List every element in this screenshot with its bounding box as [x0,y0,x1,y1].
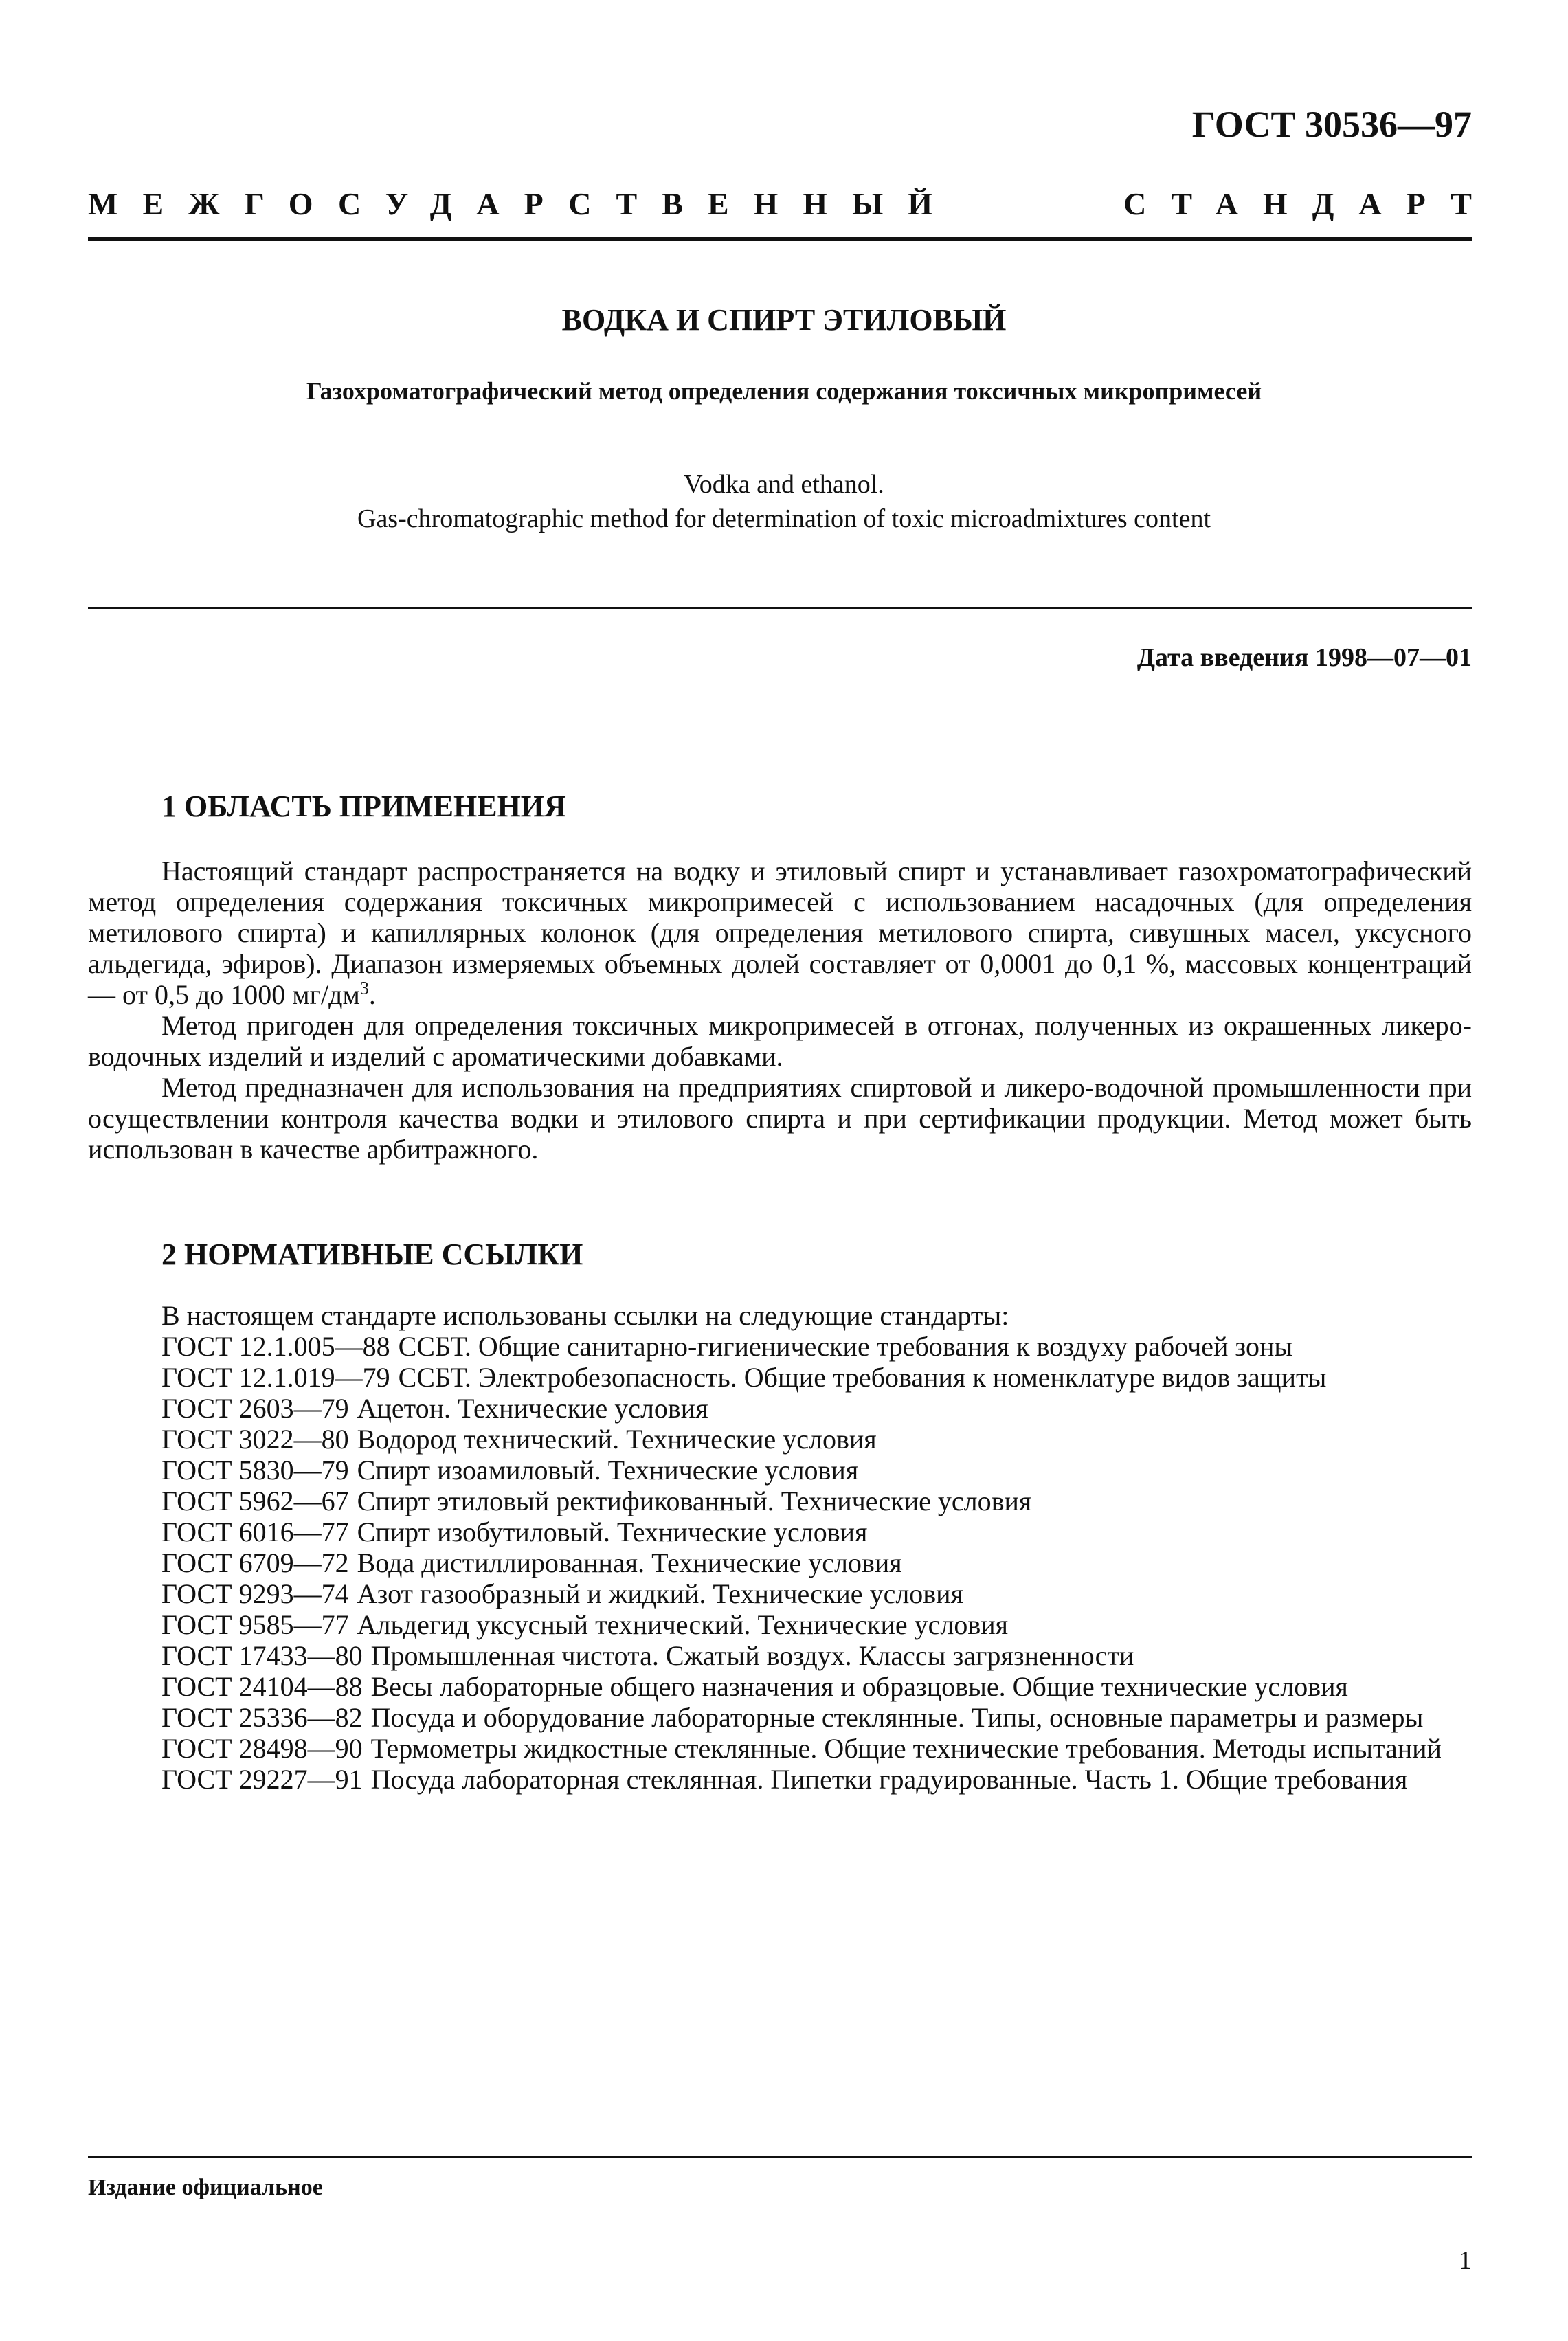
footer-rule [88,2156,1472,2158]
reference-id: ГОСТ 17433—80 [161,1640,363,1671]
reference-id: ГОСТ 9293—74 [161,1578,349,1609]
reference-text: Спирт этиловый ректификованный. Технические условия [357,1486,1032,1516]
section-1-body [88,855,1472,1165]
reference-id: ГОСТ 3022—80 [161,1424,349,1455]
reference-text: Промышленная чистота. Сжатый воздух. Классы загрязненности [370,1640,1134,1671]
official-edition-note: Издание официальное [88,2175,323,2200]
reference-item [88,1671,1472,1702]
page-number: 1 [1459,2246,1472,2275]
reference-id: ГОСТ 12.1.005—88 [161,1331,390,1362]
reference-text: Вода дистиллированная. Технические условия [357,1547,902,1578]
english-title-line-2: Gas-chromatographic method for determination of toxic microadmixtures content [357,504,1211,533]
title-rule [88,607,1472,609]
header-rule [88,237,1472,241]
english-title-line-1: Vodka and ethanol. [684,470,884,499]
reference-item [88,1486,1472,1516]
reference-item [88,1455,1472,1486]
document-title: ВОДКА И СПИРТ ЭТИЛОВЫЙ [561,303,1007,337]
superscript: 3 [359,978,369,998]
introduction-date: Дата введения 1998—07—01 [1136,643,1472,672]
section-1-paragraph-3: Метод предназначен для использования на предприятиях спиртовой и ликеро-водочной промышленности при осуществлении контроля качества водки и этилового спирта и при сертификации продукции. Метод может быть использован в качестве арбитражного. [88,1072,1472,1165]
reference-text: ССБТ. Общие санитарно-гигиенические требования к воздуху рабочей зоны [398,1331,1293,1362]
reference-text: Альдегид уксусный технический. Технические условия [357,1609,1009,1640]
reference-text: Азот газообразный и жидкий. Технические условия [357,1578,963,1609]
references-container [88,1331,1472,1795]
section-1-paragraph-2: Метод пригоден для определения токсичных микропримесей в отгонах, полученных из окрашенных ликеро-водочных изделий и изделий с ароматическими добавками. [88,1010,1472,1072]
reference-text: ССБТ. Электробезопасность. Общие требования к номенклатуре видов защиты [398,1362,1327,1393]
reference-item [88,1764,1472,1795]
reference-item [88,1609,1472,1640]
section-1-heading: 1 ОБЛАСТЬ ПРИМЕНЕНИЯ [161,789,566,823]
reference-id: ГОСТ 28498—90 [161,1733,363,1764]
standard-type-word-2: СТАНДАРТ [1123,186,1497,221]
reference-item [88,1362,1472,1393]
reference-item [88,1424,1472,1455]
reference-id: ГОСТ 29227—91 [161,1764,363,1795]
reference-item [88,1393,1472,1424]
references-list [88,1300,1472,1795]
reference-item [88,1547,1472,1578]
document-subtitle: Газохроматографический метод определения содержания токсичных микропримесей [306,377,1262,405]
section-1-paragraph-1: Настоящий стандарт распространяется на водку и этиловый спирт и устанавливает газохроматографический метод определения содержания токсичных микропримесей с использованием насадочных (для определения метилового спирта) и капиллярных колонок (для определения метилового спирта, сивушных масел, уксусного альдегида, эфиров). Диапазон измеряемых объемных долей составляет от 0,0001 до 0,1 %, массовых концентраций — от 0,5 до 1000 $мг/дм^3$. [88,855,1472,1010]
section-2-heading: 2 НОРМАТИВНЫЕ ССЫЛКИ [161,1237,583,1271]
reference-id: ГОСТ 6016—77 [161,1516,349,1547]
reference-id: ГОСТ 12.1.019—79 [161,1362,390,1393]
reference-text: Спирт изобутиловый. Технические условия [357,1516,868,1547]
reference-text: Спирт изоамиловый. Технические условия [357,1455,859,1486]
english-title [0,467,1568,536]
gost-code: ГОСТ 30536—97 [1191,104,1472,145]
reference-item [88,1733,1472,1764]
reference-text: Термометры жидкостные стеклянные. Общие технические требования. Методы испытаний [370,1733,1442,1764]
reference-item [88,1516,1472,1547]
reference-item [88,1702,1472,1733]
reference-id: ГОСТ 2603—79 [161,1393,349,1424]
reference-id: ГОСТ 9585—77 [161,1609,349,1640]
reference-text: Посуда лабораторная стеклянная. Пипетки градуированные. Часть 1. Общие требования [370,1764,1408,1795]
references-intro: В настоящем стандарте использованы ссылки на следующие стандарты: [161,1300,1009,1331]
reference-item [88,1640,1472,1671]
reference-id: ГОСТ 25336—82 [161,1702,363,1733]
reference-id: ГОСТ 5830—79 [161,1455,349,1486]
reference-item [88,1331,1472,1362]
reference-text: Весы лабораторные общего назначения и образцовые. Общие технические условия [370,1671,1348,1702]
reference-id: ГОСТ 6709—72 [161,1547,349,1578]
standard-type-word-1: МЕЖГОСУДАРСТВЕННЫЙ [88,186,958,221]
reference-text: Посуда и оборудование лабораторные стеклянные. Типы, основные параметры и размеры [370,1702,1424,1733]
reference-id: ГОСТ 24104—88 [161,1671,363,1702]
standard-type [88,186,1497,222]
reference-text: Водород технический. Технические условия [357,1424,877,1455]
reference-item [88,1578,1472,1609]
reference-text: Ацетон. Технические условия [357,1393,708,1424]
reference-id: ГОСТ 5962—67 [161,1486,349,1516]
